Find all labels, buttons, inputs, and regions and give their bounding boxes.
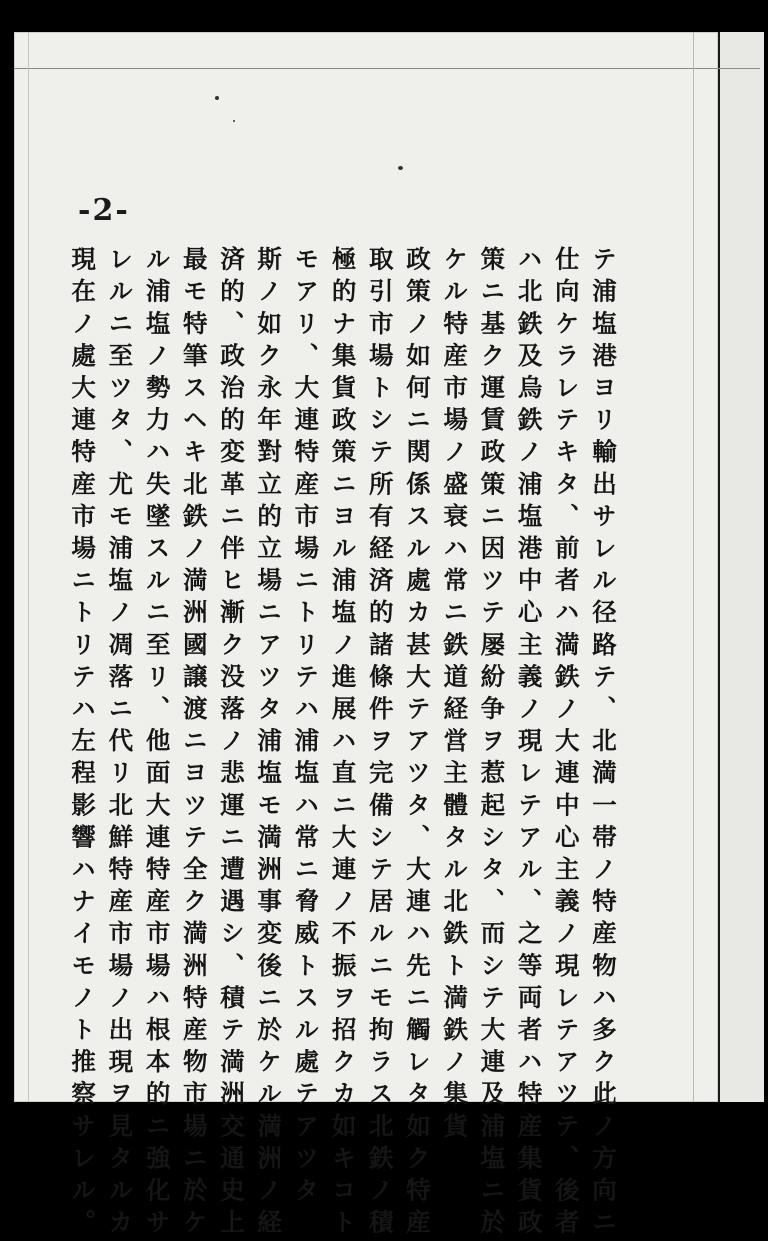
text-column: 極的ナ集貨政策ニヨル浦塩ノ進展ハ直ニ大連ノ不振ヲ招クカ如キコト: [328, 246, 358, 1241]
text-column: 取引市場トシテ所有経済的諸條件ヲ完備シテ居ルニモ拘ラス北鉄ノ積: [365, 246, 395, 1241]
text-column: 現在ノ處大連特産市場ニトリテハ左程影響ハナイモノト推察サレル。: [68, 246, 98, 1241]
speck: [398, 166, 403, 170]
text-column: モアリ、大連特産市場ニトリテハ浦塩ハ常ニ脅威トスル處テアツタ: [291, 246, 321, 1209]
text-column: 策ニ基ク運賃政策ニ因ツテ屡紛争ヲ惹起シタ、而シテ大連及浦塩ニ於: [477, 246, 507, 1241]
text-column: テ浦塩港ヨリ輸出サレル径路テ、北満一帯ノ特産物ハ多ク此ノ方向ニ: [589, 246, 618, 1241]
text-column: ル浦塩ノ勢力ハ失墜スルニ至リ、他面大連特産市場ハ根本的ニ強化サ: [142, 246, 172, 1241]
right-margin-line: [693, 32, 694, 1102]
text-column: 政策ノ如何ニ関係スル處カ甚大テアツタ、大連ハ先ニ觸レタ如ク特産: [402, 246, 432, 1241]
text-column: ハ北鉄及烏鉄ノ浦塩港中心主義ノ現レテアル、之等両者ハ特産集貨政: [514, 246, 544, 1241]
top-margin-line: [14, 68, 760, 69]
body-text: [64, 246, 622, 1241]
text-column: レルニ至ツタ、尤モ浦塩ノ凋落ニ代リ北鮮特産市場ノ出現ヲ見タルカ: [105, 246, 135, 1241]
adjacent-page-edge: [718, 32, 764, 1102]
speck: [233, 120, 235, 122]
text-column: 済的、政治的変革ニ伴ヒ漸ク没落ノ悲運ニ遭遇シ、積テ満洲交通史上: [216, 246, 246, 1241]
text-column: 斯ノ如ク永年對立的立場ニアツタ浦塩モ満洲事変後ニ於ケル満洲ノ経: [254, 246, 284, 1241]
text-column: 最モ特筆スヘキ北鉄ノ満洲國譲渡ニヨツテ全ク満洲特産物市場ニ於ケ: [179, 246, 209, 1241]
speck: [215, 96, 219, 100]
left-margin-line: [28, 32, 29, 1102]
text-column: ケル特産市場ノ盛衰ハ常ニ鉄道経営主體タル北鉄ト満鉄ノ集貨: [440, 246, 470, 1145]
page-number: -2-: [78, 193, 130, 228]
text-column: 仕向ケラレテキタ、前者ハ満鉄ノ大連中心主義ノ現レテアツテ、後者: [551, 246, 581, 1241]
